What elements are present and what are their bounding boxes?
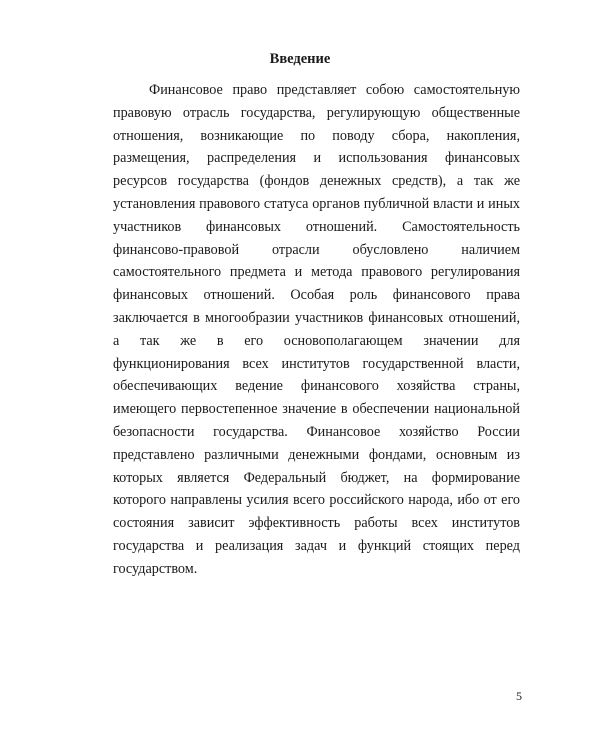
body-paragraph: Финансовое право представляет собою самостоятельную правовую отрасль государства, регулирующую общественные отношения, возникающие по поводу сбора, накопления, размещения, распределения и использования финансовых ресурсов государства (фондов денежных средств), а так же установления правового статуса органов публичной власти и иных участников финансовых отношений. Самостоятельность финансово-правовой отрасли обусловлено наличием самостоятельного предмета и метода правового регулирования финансовых отношений. Особая роль финансового права заключается в многообразии участников финансовых отношений, а так же в его основополагающем значении для функционирования всех институтов государственной власти, обеспечивающих ведение финансового хозяйства страны, имеющего первостепенное значение в обеспечении национальной безопасности государства. Финансовое хозяйство России представлено различными денежными фондами, основным из которых является Федеральный бюджет, на формирование которого направлены усилия всего российского народа, ибо от его состояния зависит эффективность работы всех институтов государства и реализация задач и функций стоящих перед государством. — [113, 82, 520, 577]
page-number: 5 — [516, 689, 522, 703]
section-title: Введение — [269, 51, 331, 67]
